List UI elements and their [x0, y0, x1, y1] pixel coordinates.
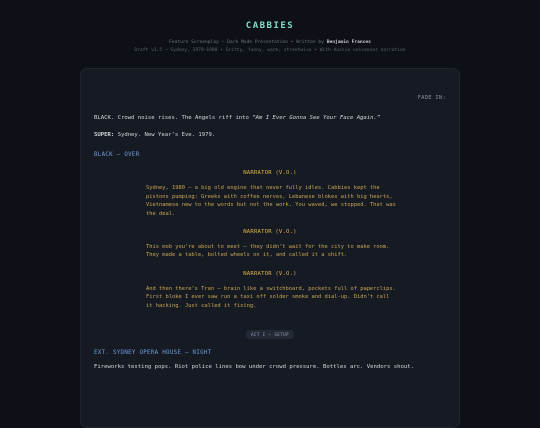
act-pill: ACT I — SETUP: [246, 330, 294, 339]
song-title: “Am I Ever Gonna See Your Face Again.”: [252, 115, 381, 121]
transition-fade-in: FADE IN:: [417, 95, 446, 101]
meta-prefix: Feature Screenplay — Dark Mode Presentation • Written by: [169, 40, 327, 45]
super-line: [94, 131, 446, 139]
character-cue: NARRATOR (V.O.): [243, 229, 297, 236]
dialogue-block: This mob you’re about to meet — they didn’t wait for the city to make room. They made a table, bolted wheels on it, and called it a shift.: [146, 244, 390, 259]
action-text: BLACK. Crowd noise rises. The Angels riff into: [94, 115, 253, 121]
character-cue: NARRATOR (V.O.): [243, 170, 297, 177]
page-header: [0, 0, 540, 53]
draft-info: Draft v1.5 — Sydney, 1979–1980 • Gritty, funny, warm, streetwise • With Aussie voiceover narration: [134, 48, 406, 53]
dialogue-block: Sydney, 1980 — a big old engine that never fully idles. Cabbies kept the pistons pumping: Greeks with coffee nerves, Lebanese blokes with big hearts, Vietnamese new to the words but not the work. You waved, we stopped. That was the deal.: [146, 185, 396, 217]
action-line: Fireworks testing pops. Riot police lines bow under crowd pressure. Bottles arc. Vendors shout.: [94, 364, 414, 371]
script-page: [80, 68, 460, 428]
scene-heading: BLACK — OVER: [94, 152, 140, 159]
act-marker: [94, 321, 446, 340]
action-line: [94, 114, 446, 122]
screenplay-title: CABBIES: [245, 21, 295, 31]
author-name: Benjamin Frances: [326, 40, 371, 45]
screenplay-meta: [0, 40, 540, 45]
scene-heading: EXT. SYDNEY OPERA HOUSE — NIGHT: [94, 350, 212, 357]
dialogue-block: And then there’s Tran — brain like a switchboard, pockets full of paperclips. First bloke I ever saw run a taxi off solder smoke and dial-up. Didn’t call it hacking. Just called it fixing.: [146, 285, 396, 309]
super-text: Sydney. New Year’s Eve. 1979.: [114, 132, 216, 139]
character-cue: NARRATOR (V.O.): [243, 270, 297, 277]
super-label: SUPER:: [94, 132, 115, 139]
